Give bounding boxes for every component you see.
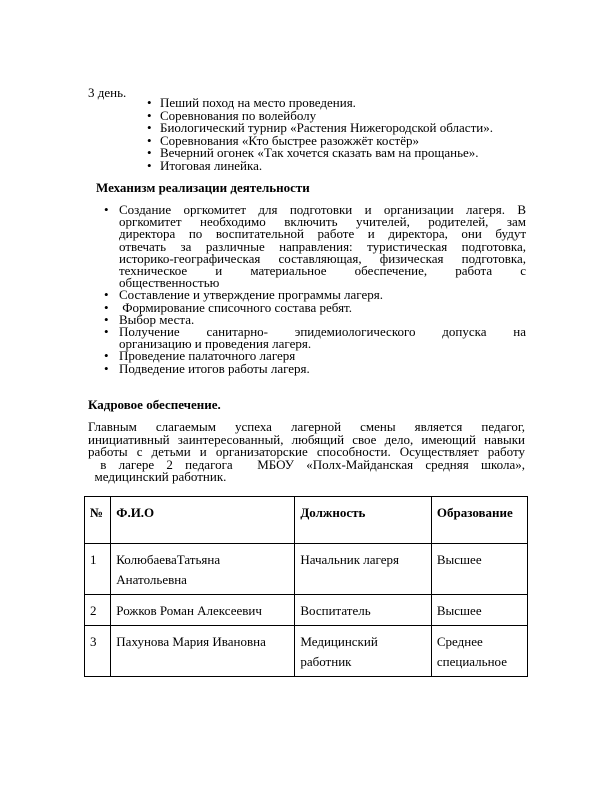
staffing-paragraph	[88, 421, 525, 484]
list-item	[104, 326, 526, 350]
staffing-heading: Кадровое обеспечение.	[88, 397, 221, 412]
table-row	[85, 544, 528, 595]
paragraph-line: Главным слагаемым успеха лагерной смены является педагог,	[88, 419, 525, 434]
header-education: Образование	[431, 497, 527, 544]
cell-number: 1	[85, 544, 111, 595]
cell-name: Рожков Роман Алексеевич	[111, 595, 295, 626]
mechanism-list	[104, 204, 526, 375]
list-item-line: организацию и проведения лагеря.	[119, 336, 312, 352]
header-name: Ф.И.О	[111, 497, 295, 544]
list-item-line: историко-географическая составляющая, физическая подготовка,	[119, 250, 526, 266]
header-number: №	[85, 497, 111, 544]
cell-education: Высшее	[431, 544, 527, 595]
list-item-line: оргкомитет необходимо включить учителей, родителей, зам	[119, 214, 526, 230]
list-item-text: Формирование списочного состава ребят.	[119, 299, 353, 315]
paragraph-line: инициативный заинтересованный, любящий свое дело, имеющий навыки	[88, 431, 525, 447]
list-item: • Пеший поход на место проведения.	[147, 97, 493, 110]
cell-education: Высшее	[431, 595, 527, 626]
list-item-text: Проведение палаточного лагеря	[119, 348, 296, 364]
list-item-line: • Получение санитарно- эпидемиологического допуска на	[119, 324, 526, 340]
cell-number: 2	[85, 595, 111, 626]
cell-name: КолюбаеваТатьяна Анатольевна	[111, 544, 295, 595]
cell-education: Среднее специальное	[431, 626, 527, 677]
paragraph-line: в лагере 2 педагога МБОУ «Полх-Майданская средняя школа»,	[88, 456, 525, 472]
list-item-line: отвечать за различные направления: туристическая подготовка,	[119, 238, 526, 254]
list-item	[104, 204, 526, 289]
list-item-text: Подведение итогов работы лагеря.	[119, 360, 310, 376]
cell-name: Пахунова Мария Ивановна	[111, 626, 295, 677]
list-item-line: техническое и материальное обеспечение, работа с	[119, 263, 526, 279]
list-item-line: общественностью	[119, 275, 220, 291]
list-item: • Итоговая линейка.	[147, 160, 493, 173]
table-row	[85, 595, 528, 626]
day-heading: 3 день.	[88, 85, 127, 100]
mechanism-heading: Механизм реализации деятельности	[96, 180, 310, 195]
table-row	[85, 626, 528, 677]
paragraph-line: работы с детьми и организаторские способности. Осуществляет работу	[88, 444, 525, 460]
paragraph-line: медицинский работник.	[88, 469, 227, 485]
table-header-row	[85, 497, 528, 544]
list-item	[104, 360, 526, 376]
list-item: • Биологический турнир «Растения Нижегородской области».	[147, 122, 493, 135]
cell-number: 3	[85, 626, 111, 677]
list-item-text: Составление и утверждение программы лагеря.	[119, 287, 383, 303]
list-item-line: директора по воспитательной работе и директора, они будут	[119, 226, 526, 242]
cell-position: Медицинский работник	[295, 626, 432, 677]
staff-table	[84, 496, 528, 677]
list-item-line: • Создание оргкомитет для подготовки и организации лагеря. В	[119, 202, 526, 217]
list-item: • Вечерний огонек «Так хочется сказать вам на прощанье».	[147, 147, 493, 160]
list-item-text: Выбор места.	[119, 311, 195, 327]
header-position: Должность	[295, 497, 432, 544]
day-activities-list	[147, 97, 493, 173]
cell-position: Воспитатель	[295, 595, 432, 626]
list-item: • Соревнования по волейболу	[147, 110, 493, 123]
cell-position: Начальник лагеря	[295, 544, 432, 595]
list-item: • Соревнования «Кто быстрее разожжёт костёр»	[147, 135, 493, 148]
